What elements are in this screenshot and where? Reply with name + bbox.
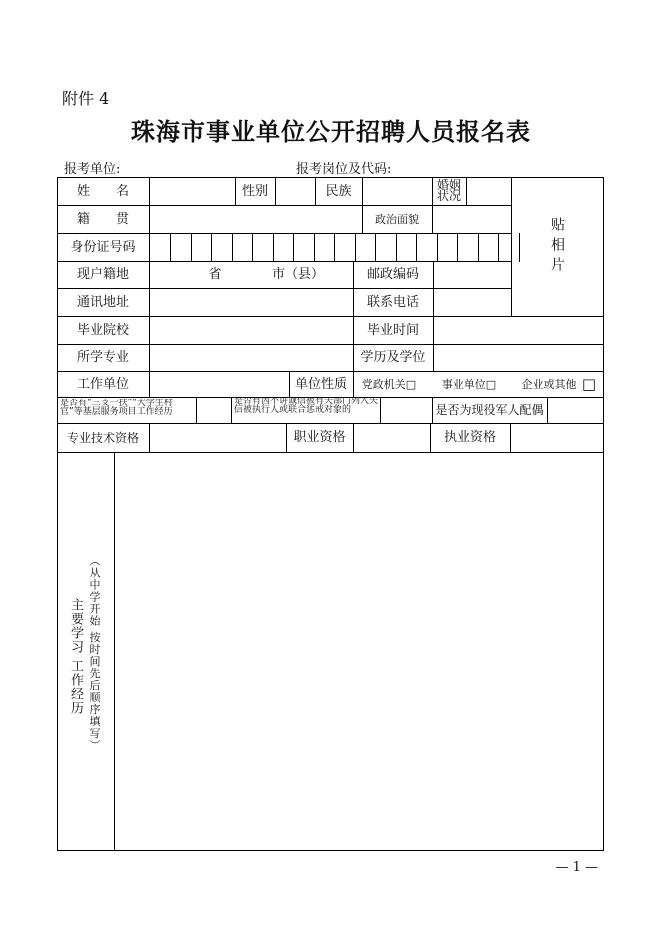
postcode-label: 邮政编码 [366,267,419,282]
history-label: 主要学习 工作经历 [68,598,83,716]
political-field[interactable] [432,205,511,233]
household-label: 现户籍地 [76,267,129,282]
grassroots-label: 是否有“三支一扶”“大学生村官”等基层服务项目工作经历 [60,399,173,418]
degree-label: 学历及学位 [360,350,426,365]
degree-field[interactable] [433,344,603,371]
phone-label: 联系电话 [366,294,419,310]
page-number: — 1 — [555,860,598,875]
prof-qual-label: 专业技术资格 [66,430,139,445]
school-label: 毕业院校 [76,322,129,338]
major-label: 所学专业 [76,350,129,365]
option-enterprise: 企业或其他 [521,377,577,391]
marital-label: 婚姻状况 [436,177,461,203]
grid-line [437,233,438,262]
political-label: 政治面貌 [375,212,419,226]
grid-line [57,850,604,851]
school-field[interactable] [149,316,353,344]
name-label: 姓 名 [76,183,129,199]
grid-line [334,233,335,262]
grid-line [353,371,354,398]
option-enterprise-checkbox[interactable]: □ [581,374,597,393]
grid-line [211,233,212,262]
grid-line [498,233,499,262]
grid-line [416,233,417,262]
attachment-label: 附件 4 [62,89,110,108]
grid-line [478,233,479,262]
grid-line [273,233,274,262]
address-label: 通讯地址 [76,294,129,310]
native-place-label: 籍 贯 [76,211,129,227]
grid-line [170,233,171,262]
military-spouse-label: 是否为现役军人配偶 [435,403,544,417]
id-number-label: 身份证号码 [70,239,136,255]
form-title: 珠海市事业单位公开招聘人员报名表 [131,117,531,146]
grid-line [375,233,376,262]
ethnicity-field[interactable] [362,177,432,205]
postcode-field[interactable] [433,261,511,288]
option-public[interactable]: 事业单位□ [441,377,497,391]
unit-nature-label: 单位性质 [294,376,347,392]
city-county-label: 市（县） [271,267,324,282]
grid-line [603,177,604,851]
practice-qual-field[interactable] [510,423,603,452]
province-label: 省 [208,267,222,282]
marital-field[interactable] [466,177,511,205]
grid-line [191,233,192,262]
grad-time-label: 毕业时间 [366,322,419,338]
address-field[interactable] [149,288,353,316]
grad-time-field[interactable] [433,316,603,344]
practice-qual-label: 执业资格 [443,430,496,445]
name-field[interactable] [149,177,235,205]
vocational-qual-field[interactable] [353,423,430,452]
history-note: （从中学开始 按时间先后顺序填写） [88,555,101,752]
option-party[interactable]: 党政机关□ [361,377,417,391]
vocational-qual-label: 职业资格 [293,430,346,445]
grid-line [293,233,294,262]
apply-unit-label: 报考单位: [64,162,121,177]
gender-field[interactable] [275,177,315,205]
gender-label: 性别 [241,183,268,199]
major-field[interactable] [149,344,353,371]
grid-line [252,233,253,262]
grid-line [396,233,397,262]
prof-qual-field[interactable] [149,423,286,452]
dishonest-label: 是否有因不讲诚信被有关部门列入失信被执行人或联合惩戒对象的 [234,397,378,416]
dishonest-field[interactable] [380,397,432,423]
phone-field[interactable] [433,288,511,316]
grid-line [232,233,233,262]
grid-line [457,233,458,262]
apply-post-label: 报考岗位及代码: [296,162,392,177]
military-spouse-field[interactable] [547,397,603,423]
grassroots-field[interactable] [196,397,231,423]
photo-label: 贴相片 [549,216,565,277]
grid-line [149,233,150,262]
ethnicity-label: 民族 [325,183,352,199]
work-unit-label: 工作单位 [76,376,129,392]
native-place-field[interactable] [149,205,362,233]
grid-line [314,233,315,262]
grid-line [355,233,356,262]
work-unit-field[interactable] [149,371,289,397]
history-field[interactable] [114,452,603,850]
grid-line [231,397,232,424]
